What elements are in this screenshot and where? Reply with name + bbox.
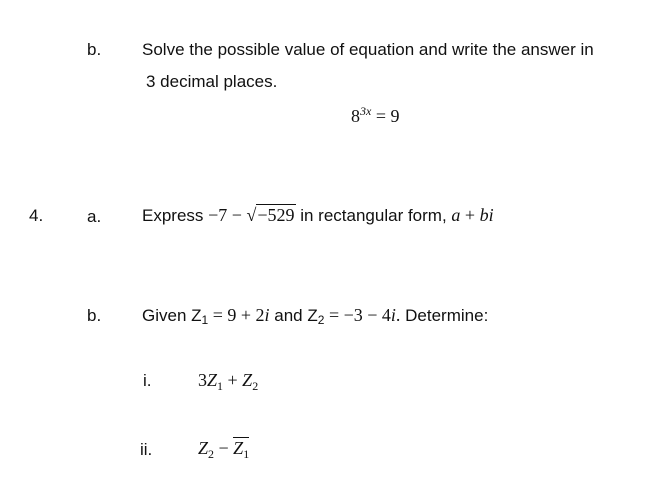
q4a-math-plus: + <box>460 205 480 225</box>
expr-ii-z-b: Z <box>233 438 244 458</box>
equation-exponential <box>351 104 399 127</box>
expr-ii-op: − <box>214 438 234 458</box>
q4b-eq2: = −3 − 4 <box>324 305 391 325</box>
q4b-i2: i <box>390 305 396 325</box>
q4b-i1: i <box>264 305 270 325</box>
equation-rhs: = 9 <box>371 106 400 126</box>
expr-ii-conjugate <box>233 437 250 461</box>
square-root <box>246 205 295 226</box>
radicand: −529 <box>257 205 295 225</box>
expr-ii-z-a-sub: 2 <box>208 447 215 461</box>
expr-i-coef: 3 <box>198 370 207 390</box>
radical-sign: √ <box>246 205 257 225</box>
expr-i-z-b-sub: 2 <box>252 379 259 393</box>
sub-part-ii-expression <box>198 438 249 462</box>
sub-part-label-ii: ii. <box>140 440 153 459</box>
q4b-text-given: Given Z <box>142 306 202 325</box>
q4a-math-bi: bi <box>479 205 494 225</box>
question-text-line-1: Solve the possible value of equation and write the answer in <box>142 40 594 59</box>
expr-ii-z-b-sub: 1 <box>243 447 250 461</box>
expr-i-z-b: Z <box>242 370 253 390</box>
q4b-eq2-period: . <box>395 305 401 325</box>
question-label-4a: a. <box>87 207 102 226</box>
q4b-text-determine: Determine: <box>400 306 489 325</box>
q4b-z1-subscript: 1 <box>201 313 209 327</box>
question-number-4: 4. <box>29 206 44 225</box>
expr-i-z-a-sub: 1 <box>217 379 224 393</box>
q4a-text-express: Express <box>142 206 209 225</box>
question-4a-text <box>142 205 494 226</box>
question-label-prev-b: b. <box>87 40 102 59</box>
sub-part-i-expression <box>198 370 258 394</box>
question-text-line-2: 3 decimal places. <box>146 72 278 91</box>
expr-i-op: + <box>223 370 243 390</box>
expr-ii-z-a: Z <box>198 438 209 458</box>
sub-part-label-i: i. <box>143 371 152 390</box>
q4b-text-and: and Z <box>269 306 318 325</box>
q4a-text-rectangular: in rectangular form, <box>295 206 452 225</box>
q4b-z2-subscript: 2 <box>317 313 325 327</box>
expr-i-z-a: Z <box>207 370 218 390</box>
equation-exponent: 3x <box>360 104 372 118</box>
q4b-eq1: = 9 + 2 <box>208 305 265 325</box>
question-label-4b: b. <box>87 306 102 325</box>
question-4b-text <box>142 305 488 327</box>
q4a-math-prefix: −7 − <box>208 205 247 225</box>
q4a-math-a: a <box>451 205 461 225</box>
equation-base: 8 <box>351 106 360 126</box>
